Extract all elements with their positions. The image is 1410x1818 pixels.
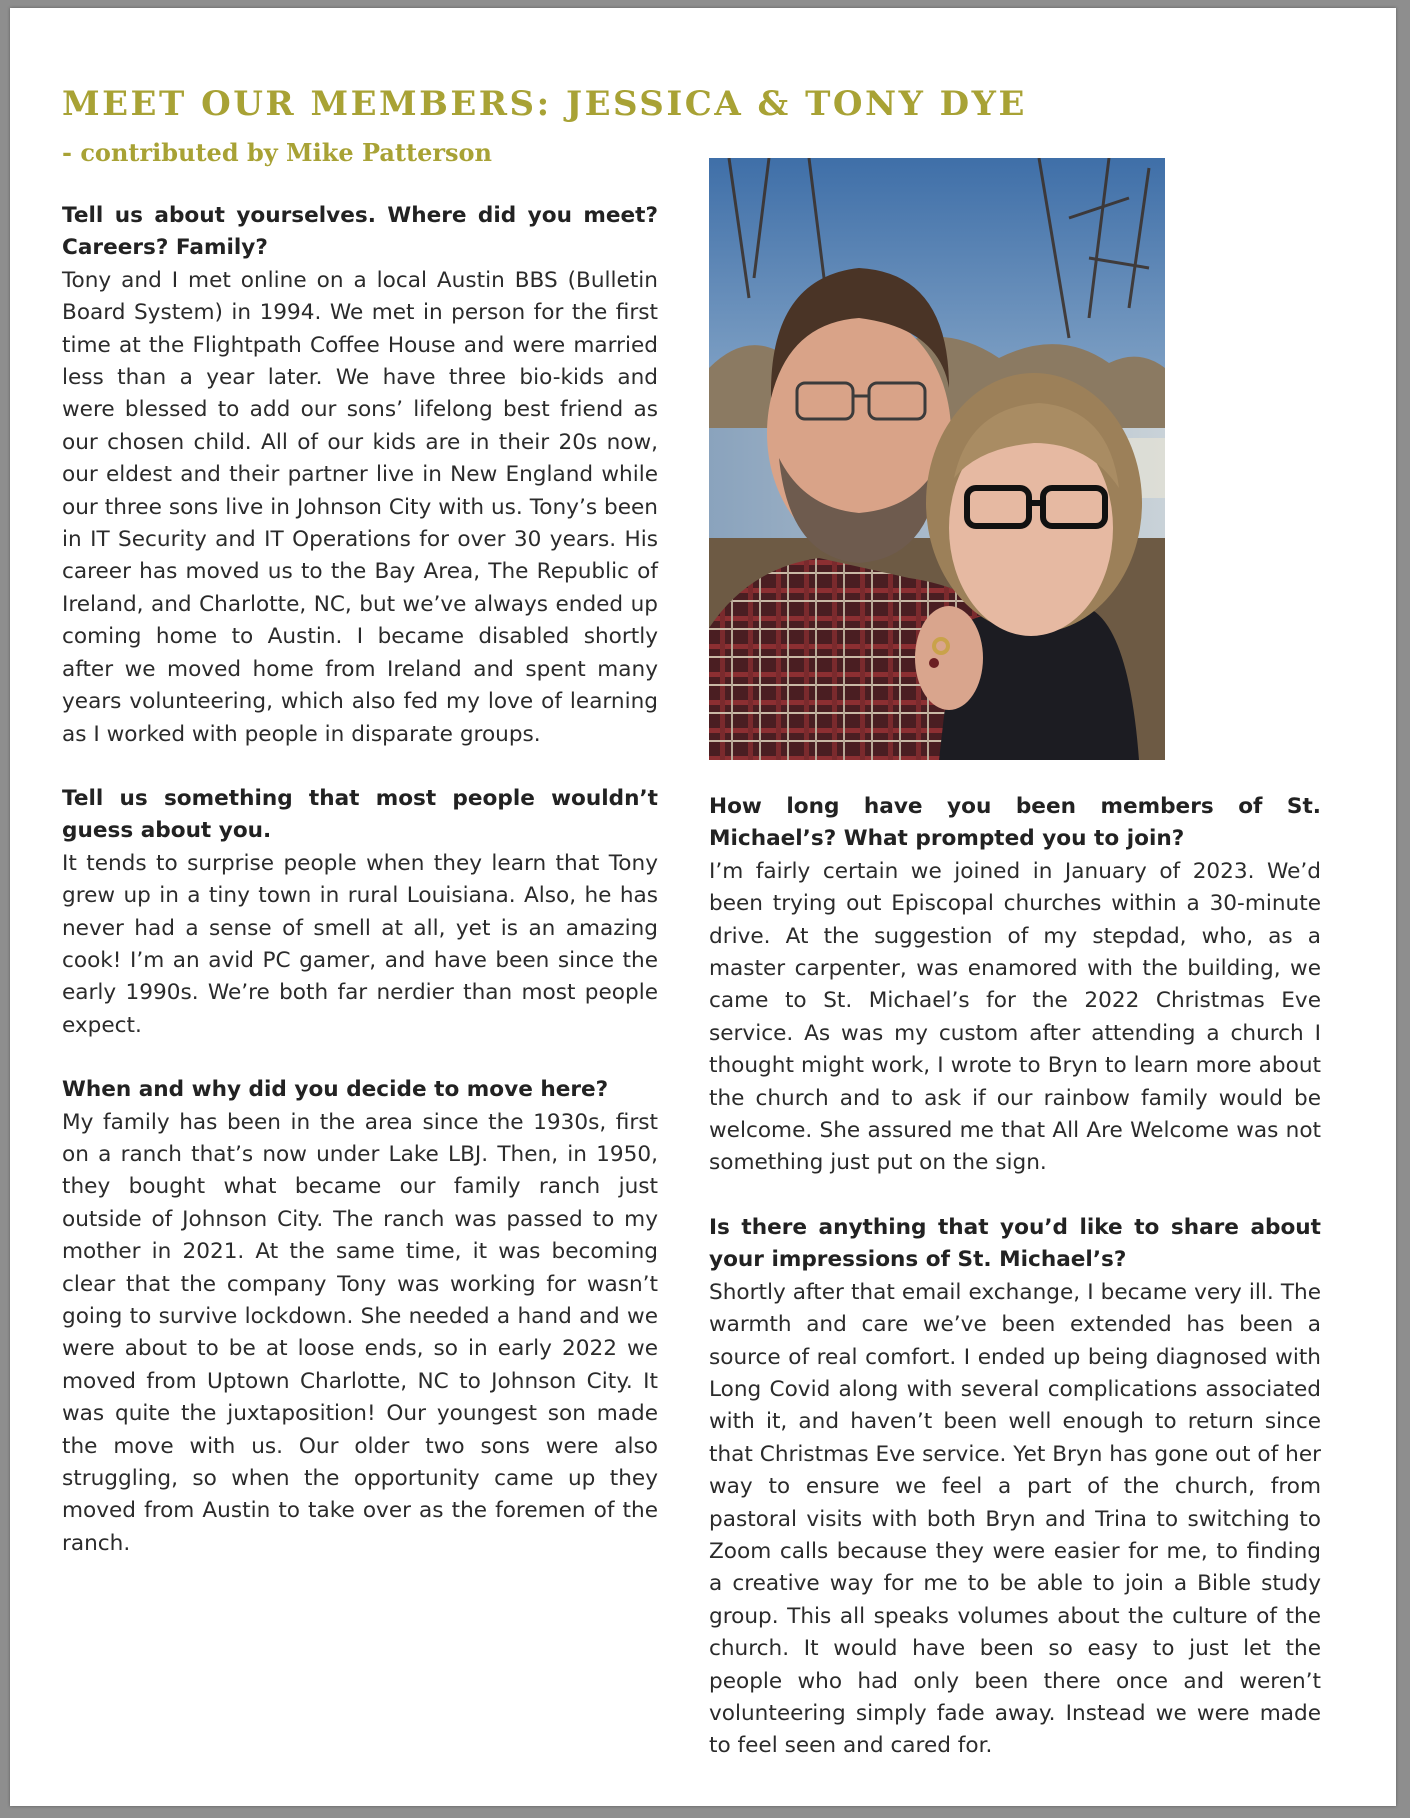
newsletter-page [10,8,1396,1806]
answer-paragraph: It tends to surprise people when they learn that Tony grew up in a tiny town in rural Louisiana. Also, he has never had a sense of smell at all, yet is an amazing cook! I’m an avid PC gamer, and have been since the early 1990s. We’re both far nerdier than most people expect. [62,850,658,1038]
couple-photo [709,158,1165,760]
article-byline: - contributed by Mike Patterson [62,138,492,167]
question-heading: When and why did you decide to move here? [62,1077,609,1103]
question-heading: Tell us about yourselves. Where did you meet? Careers? Family? [62,203,658,261]
right-column [709,791,1321,1795]
answer-paragraph: Shortly after that email exchange, I became very ill. The warmth and care we’ve been extended has been a source of real comfort. I ended up being diagnosed with Long Covid along with several complications associated with it, and haven’t been well enough to return since that Christmas Eve service. Yet Bryn has gone out of her way to ensure we feel a part of the church, from pastoral visits with both Bryn and Trina to switching to Zoom calls because they were easier for me, to finding a creative way for me to be able to join a Bible study group. This all speaks volumes about the culture of the church. It would have been so easy to just let the people who had only been there once and weren’t volunteering simply fade away. Instead we were made to feel seen and cared for. [709,1279,1321,1759]
question-heading: Is there anything that you’d like to share about your impressions of St. Michael’s? [709,1214,1321,1273]
question-heading: Tell us something that most people wouldn’t guess about you. [62,785,658,844]
question-heading: How long have you been members of St. Michael’s? What prompted you to join? [709,794,1321,852]
left-column [62,200,658,1592]
answer-paragraph: My family has been in the area since the 1930s, first on a ranch that’s now under Lake LBJ. Then, in 1950, they bought what became our family ranch just outside of Johnson City. The ranch was passed to my mother in 2021. At the same time, it was becoming clear that the company Tony was working for wasn’t going to survive lockdown. She needed a hand and we were about to be at loose ends, so in early 2022 we moved from Uptown Charlotte, NC to Johnson City. It was quite the juxtaposition! Our youngest son made the move with us. Our older two sons were also struggling, so when the opportunity came up they moved from Austin to take over as the foremen of the ranch. [62,1109,658,1556]
answer-paragraph: Tony and I met online on a local Austin BBS (Bulletin Board System) in 1994. We met in person for the first time at the Flightpath Coffee House and were married less than a year later. We have three bio-kids and were blessed to add our sons’ lifelong best friend as our chosen child. All of our kids are in their 20s now, our eldest and their partner live in New England while our three sons live in Johnson City with us. Tony’s been in IT Security and IT Operations for over 30 years. His career has moved us to the Bay Area, The Republic of Ireland, and Charlotte, NC, but we’ve always ended up coming home to Austin. I became disabled shortly after we moved home from Ireland and spent many years volunteering, which also fed my love of learning as I worked with people in disparate groups. [62,267,658,747]
answer-paragraph: I’m fairly certain we joined in January of 2023. We’d been trying out Episcopal churches within a 30-minute drive. At the suggestion of my stepdad, who, as a master carpenter, was enamored with the building, we came to St. Michael’s for the 2022 Christmas Eve service. As was my custom after attending a church I thought might work, I wrote to Bryn to learn more about the church and to ask if our rainbow family would be welcome. She assured me that All Are Welcome was not something just put on the sign. [709,858,1321,1176]
article-title: MEET OUR MEMBERS: JESSICA & TONY DYE [62,84,1027,124]
